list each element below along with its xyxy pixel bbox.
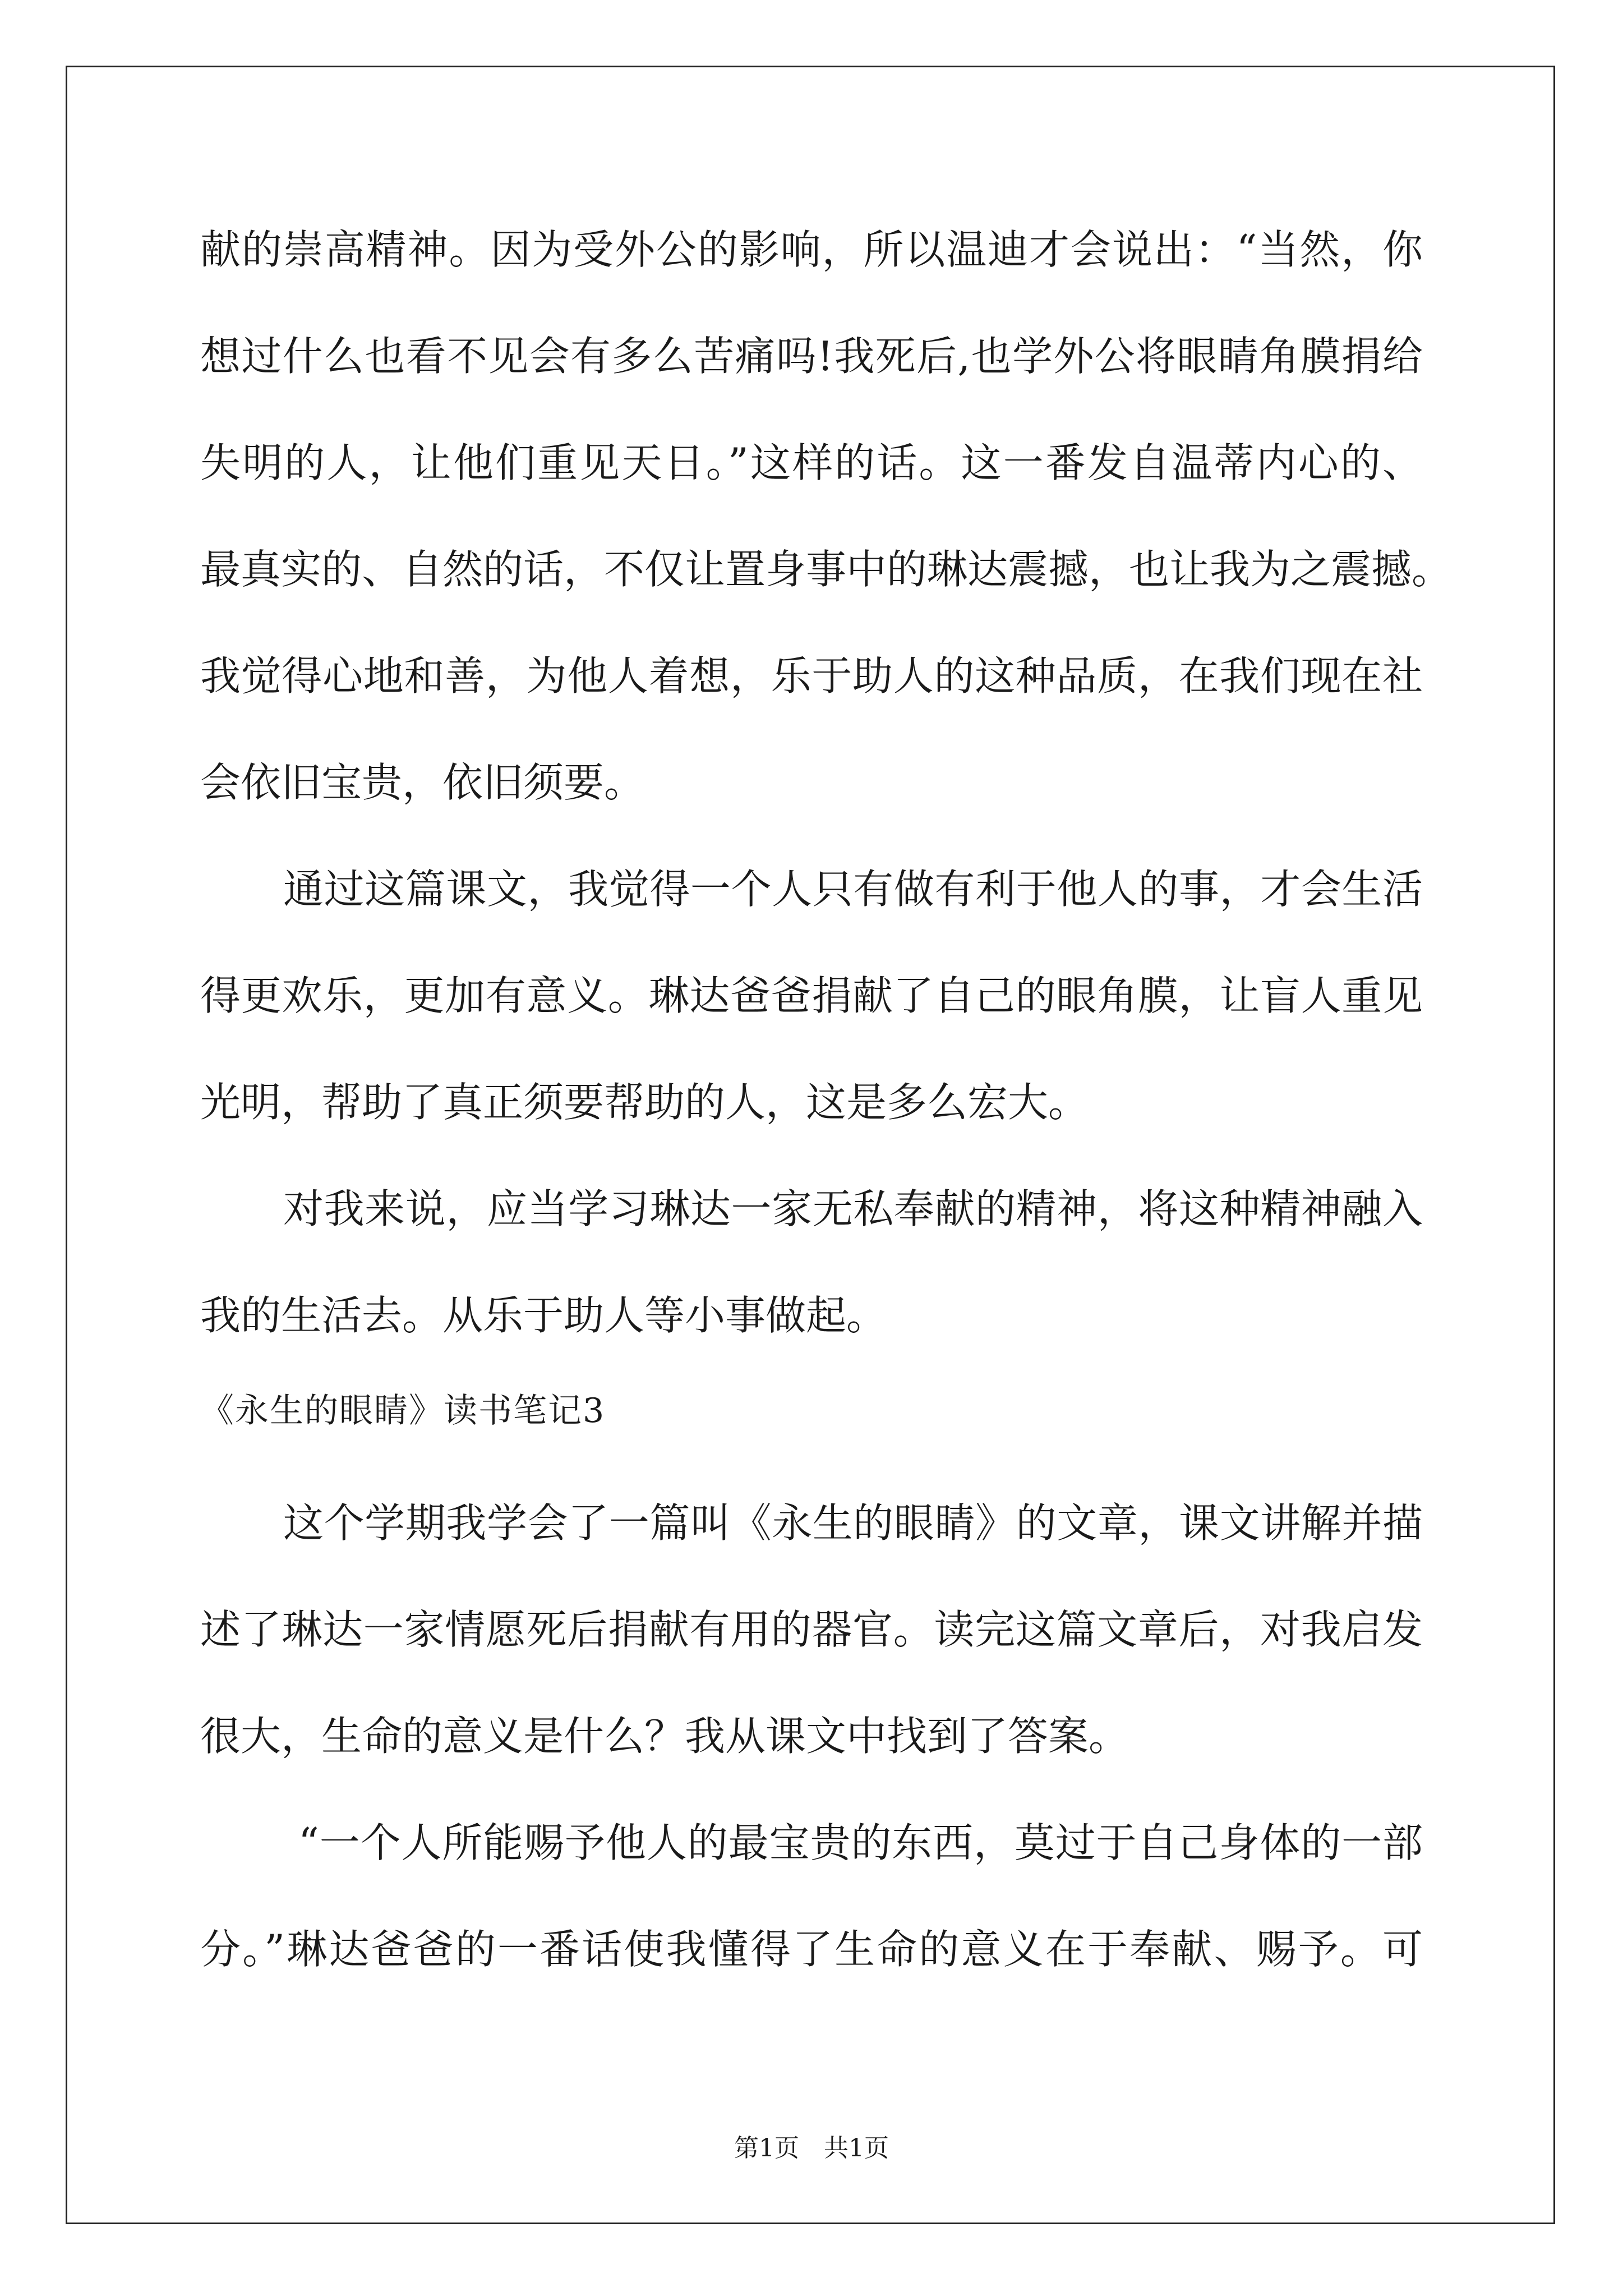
paragraph-line: 想过什么也看不见会有多么苦痛吗!我死后,也学外公将眼睛角膜捐给 <box>200 333 1423 380</box>
paragraph-line: 失明的人，让他们重见天日。”这样的话。这一番发自温蒂内心的、 <box>200 439 1423 486</box>
paragraph-line: “一个人所能赐予他人的最宝贵的东西，莫过于自己身体的一部 <box>298 1819 1423 1866</box>
paragraph-line: 献的崇高精神。因为受外公的影响，所以温迪才会说出：“当然，你 <box>200 226 1423 273</box>
paragraph-line: 最真实的、自然的话，不仅让置身事中的琳达震撼，也让我为之震撼。 <box>200 546 1453 593</box>
paragraph-line: 述了琳达一家情愿死后捐献有用的器官。读完这篇文章后，对我启发 <box>200 1606 1423 1653</box>
paragraph-line: 得更欢乐，更加有意义。琳达爸爸捐献了自己的眼角膜，让盲人重见 <box>200 972 1423 1019</box>
paragraph-line: 分。”琳达爸爸的一番话使我懂得了生命的意义在于奉献、赐予。可 <box>200 1926 1423 1973</box>
paragraph-line: 很大，生命的意义是什么？我从课文中找到了答案。 <box>200 1713 1129 1760</box>
paragraph-line: 会依旧宝贵，依旧须要。 <box>200 759 645 806</box>
paragraph-line: 这个学期我学会了一篇叫《永生的眼睛》的文章，课文讲解并描 <box>283 1499 1423 1547</box>
page-number-footer: 第1页 共1页 <box>734 2134 889 2162</box>
paragraph-line: 我的生活去。从乐于助人等小事做起。 <box>200 1292 887 1339</box>
paragraph-line: 光明，帮助了真正须要帮助的人，这是多么宏大。 <box>200 1079 1089 1126</box>
paragraph-line: 通过这篇课文，我觉得一个人只有做有利于他人的事，才会生活 <box>283 866 1423 913</box>
section-heading: 《永生的眼睛》读书笔记3 <box>200 1391 606 1430</box>
paragraph-line: 对我来说，应当学习琳达一家无私奉献的精神，将这种精神融入 <box>283 1185 1423 1232</box>
paragraph-line: 我觉得心地和善，为他人着想，乐于助人的这种品质，在我们现在社 <box>200 652 1423 700</box>
